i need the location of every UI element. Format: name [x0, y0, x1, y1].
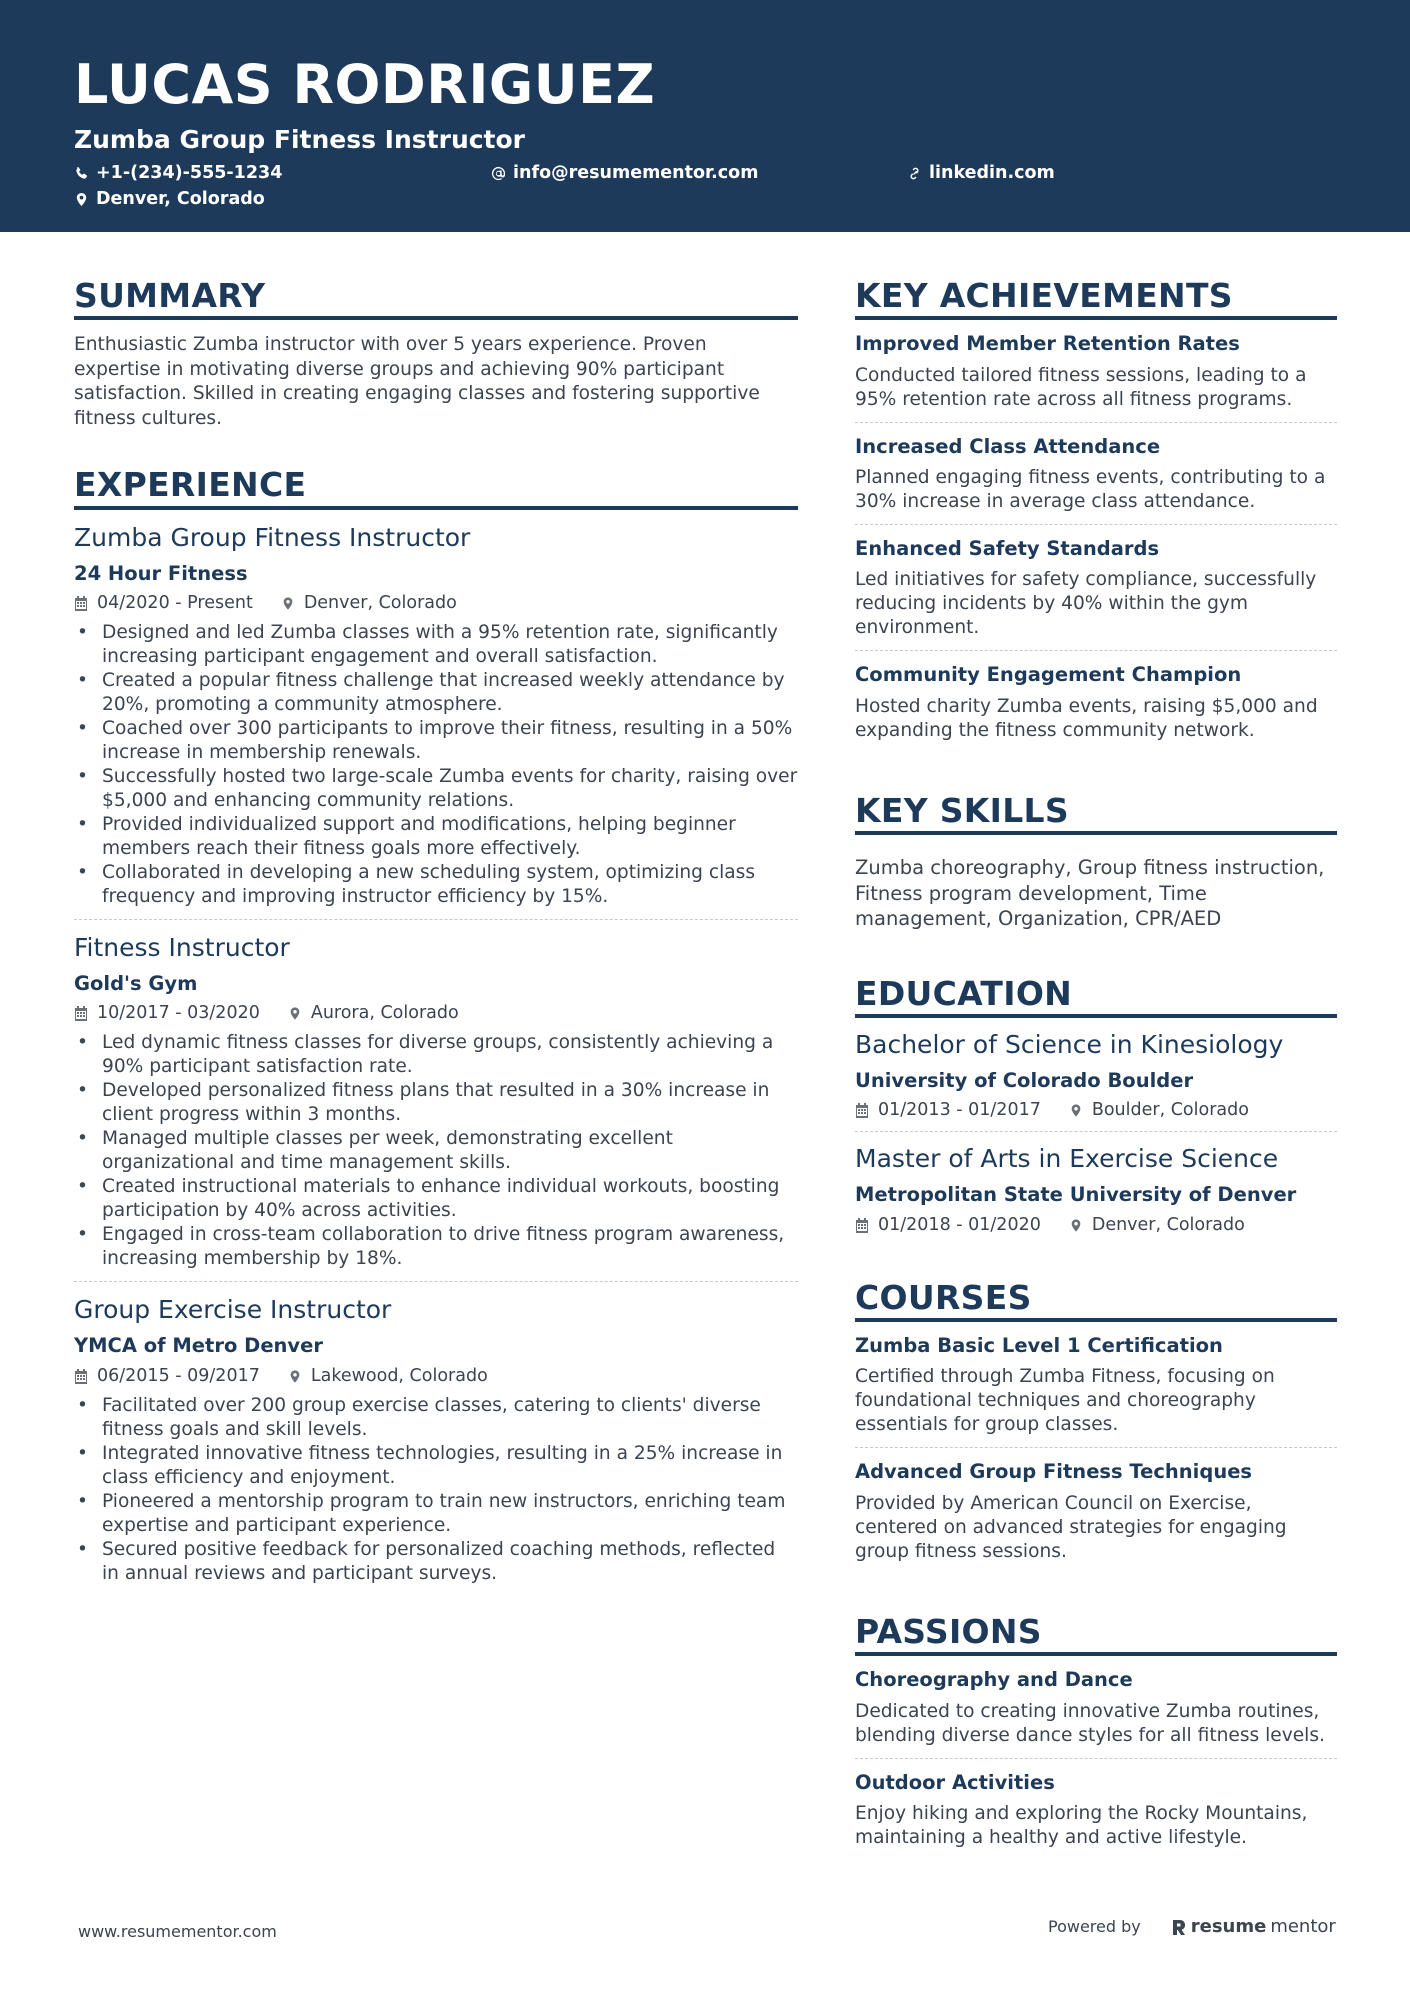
education-meta	[855, 1215, 1337, 1236]
phone-icon	[74, 166, 89, 181]
education-degree: Bachelor of Science in Kinesiology	[855, 1029, 1284, 1059]
education-meta	[855, 1100, 1337, 1121]
resumementor-logo-icon	[1171, 1918, 1187, 1936]
achievement-item	[855, 650, 1337, 752]
education-school: Metropolitan State University of Denver	[855, 1183, 1297, 1207]
achievement-desc: Planned engaging fitness events, contributing to a 30% increase in average class attendance.	[855, 467, 1326, 513]
course-title: Advanced Group Fitness Techniques	[855, 1460, 1253, 1484]
left-column	[74, 278, 798, 1614]
job-bullet: • Integrated innovative fitness technologies, resulting in a 25% increase in class efficiency and enjoyment.	[74, 1442, 798, 1490]
location-pin-icon	[1069, 1103, 1083, 1118]
achievements-section	[855, 278, 1337, 753]
course-title: Zumba Basic Level 1 Certification	[855, 1334, 1223, 1358]
job-meta	[74, 1003, 798, 1024]
education-section	[855, 973, 1337, 1246]
job-entry	[74, 510, 798, 909]
education-school: University of Colorado Boulder	[855, 1068, 1194, 1092]
job-bullet: • Engaged in cross-team collaboration to drive fitness program awareness, increasing membership by 18%.	[74, 1223, 798, 1271]
job-bullet: • Collaborated in developing a new scheduling system, optimizing class frequency and improving instructor efficiency by 15%.	[74, 861, 798, 909]
brand-bold: resume	[1190, 1916, 1267, 1937]
skills-text: Zumba choreography, Group fitness instruction, Fitness program development, Time management, Organization, CPR/AED	[855, 856, 1325, 931]
brand-light: mentor	[1270, 1916, 1336, 1937]
job-dates: 10/2017 - 03/2020	[97, 1003, 260, 1024]
calendar-icon	[74, 1006, 88, 1021]
course-item	[855, 1322, 1337, 1447]
job-bullet: • Coached over 300 participants to improve their fitness, resulting in a 50% increase in membership renewals.	[74, 717, 798, 765]
passion-desc: Enjoy hiking and exploring the Rocky Mountains, maintaining a healthy and active lifestyle.	[855, 1802, 1308, 1848]
education-location: Boulder, Colorado	[1091, 1100, 1249, 1121]
achievement-item	[855, 320, 1337, 421]
job-bullet: • Managed multiple classes per week, demonstrating excellent organizational and time management skills.	[74, 1127, 798, 1175]
location-pin-icon	[288, 1369, 302, 1384]
experience-heading: EXPERIENCE	[74, 467, 798, 509]
job-bullets	[74, 1394, 798, 1586]
job-bullet: • Pioneered a mentorship program to train new instructors, enriching team expertise and participant experience.	[74, 1490, 798, 1538]
achievement-desc: Led initiatives for safety compliance, successfully reducing incidents by 40% within the gym environment.	[855, 569, 1317, 639]
achievements-heading: KEY ACHIEVEMENTS	[855, 278, 1337, 320]
location-pin-icon	[74, 192, 89, 207]
summary-heading: SUMMARY	[74, 278, 798, 320]
achievement-item	[855, 422, 1337, 524]
job-bullets	[74, 1031, 798, 1271]
resume-header	[0, 0, 1410, 232]
education-item	[855, 1018, 1337, 1131]
job-bullet: • Developed personalized fitness plans that resulted in a 30% increase in client progress within 3 months.	[74, 1079, 798, 1127]
candidate-name: LUCAS RODRIGUEZ	[74, 53, 656, 116]
job-location: Denver, Colorado	[303, 592, 457, 613]
job-entry	[74, 919, 798, 1271]
job-bullet: • Designed and led Zumba classes with a 95% retention rate, significantly increasing participant engagement and overall satisfaction.	[74, 621, 798, 669]
job-dates: 06/2015 - 09/2017	[97, 1365, 260, 1386]
achievement-desc: Conducted tailored fitness sessions, leading to a 95% retention rate across all fitness programs.	[855, 364, 1307, 410]
education-dates: 01/2013 - 01/2017	[878, 1100, 1041, 1121]
location-text: Denver, Colorado	[96, 189, 265, 209]
job-bullet: • Created instructional materials to enhance individual workouts, boosting participation by 40% across activities.	[74, 1175, 798, 1223]
passions-section	[855, 1611, 1337, 1860]
job-dates: 04/2020 - Present	[97, 592, 253, 613]
job-title: Fitness Instructor	[74, 932, 290, 962]
job-bullets	[74, 621, 798, 909]
contact-linkedin[interactable]	[907, 165, 1055, 183]
calendar-icon	[74, 596, 88, 611]
achievement-desc: Hosted charity Zumba events, raising $5,000 and expanding the fitness community network.	[855, 695, 1318, 741]
footer-website[interactable]: www.resumementor.com	[78, 1922, 277, 1941]
achievement-title: Enhanced Safety Standards	[855, 537, 1160, 561]
footer-branding	[1048, 1916, 1336, 1937]
job-location: Lakewood, Colorado	[310, 1365, 488, 1386]
job-company: Gold's Gym	[74, 971, 198, 995]
job-bullet: • Secured positive feedback for personalized coaching methods, reflected in annual reviews and participant surveys.	[74, 1538, 798, 1586]
calendar-icon	[855, 1103, 869, 1118]
education-item	[855, 1131, 1337, 1245]
passion-title: Choreography and Dance	[855, 1668, 1133, 1692]
brand-logo[interactable]	[1171, 1916, 1336, 1937]
location-pin-icon	[1069, 1218, 1083, 1233]
course-item	[855, 1447, 1337, 1573]
right-column	[855, 278, 1337, 1888]
email-text: info@resumementor.com	[513, 163, 759, 183]
job-meta	[74, 593, 798, 614]
contact-location	[74, 191, 265, 209]
calendar-icon	[855, 1218, 869, 1233]
job-title: Zumba Group Fitness Instructor	[74, 522, 471, 552]
linkedin-text: linkedin.com	[929, 163, 1055, 183]
contact-email[interactable]	[491, 165, 758, 183]
job-bullet: • Facilitated over 200 group exercise classes, catering to clients' diverse fitness goals and skill levels.	[74, 1394, 798, 1442]
passions-heading: PASSIONS	[855, 1614, 1337, 1656]
skills-heading: KEY SKILLS	[855, 793, 1337, 835]
achievement-title: Increased Class Attendance	[855, 434, 1161, 458]
skills-section	[855, 790, 1337, 932]
job-bullet: • Successfully hosted two large-scale Zumba events for charity, raising over $5,000 and enhancing community relations.	[74, 765, 798, 813]
calendar-icon	[74, 1369, 88, 1384]
summary-section	[74, 278, 798, 431]
powered-by-label: Powered by	[1048, 1917, 1141, 1936]
achievement-item	[855, 524, 1337, 650]
candidate-title: Zumba Group Fitness Instructor	[74, 125, 526, 154]
passion-item	[855, 1656, 1337, 1757]
link-icon	[907, 166, 922, 181]
courses-section	[855, 1277, 1337, 1574]
phone-text: +1-(234)-555-1234	[96, 163, 283, 183]
job-bullet: • Created a popular fitness challenge that increased weekly attendance by 20%, promoting a community atmosphere.	[74, 669, 798, 717]
job-bullet: • Led dynamic fitness classes for diverse groups, consistently achieving a 90% participant satisfaction rate.	[74, 1031, 798, 1079]
experience-section	[74, 467, 798, 1585]
achievement-title: Improved Member Retention Rates	[855, 332, 1240, 356]
courses-heading: COURSES	[855, 1280, 1337, 1322]
job-location: Aurora, Colorado	[310, 1003, 459, 1024]
education-heading: EDUCATION	[855, 976, 1337, 1018]
passion-title: Outdoor Activities	[855, 1770, 1055, 1794]
education-degree: Master of Arts in Exercise Science	[855, 1144, 1279, 1174]
contact-phone[interactable]	[74, 165, 282, 183]
education-dates: 01/2018 - 01/2020	[878, 1214, 1041, 1235]
passion-item	[855, 1758, 1337, 1860]
job-title: Group Exercise Instructor	[74, 1295, 392, 1325]
course-desc: Provided by American Council on Exercise, centered on advanced strategies for engaging group fitness sessions.	[855, 1492, 1287, 1562]
summary-text: Enthusiastic Zumba instructor with over 5 years experience. Proven expertise in motivating diverse groups and achieving 90% participant satisfaction. Skilled in creating engaging classes and fostering supportive fitness cultures.	[74, 334, 760, 429]
passion-desc: Dedicated to creating innovative Zumba routines, blending diverse dance styles for all fitness levels.	[855, 1700, 1325, 1746]
education-location: Denver, Colorado	[1091, 1214, 1245, 1235]
location-pin-icon	[288, 1006, 302, 1021]
job-company: 24 Hour Fitness	[74, 561, 248, 585]
achievement-title: Community Engagement Champion	[855, 663, 1242, 687]
job-entry	[74, 1281, 798, 1585]
at-icon	[491, 166, 506, 181]
job-meta	[74, 1366, 798, 1387]
location-pin-icon	[281, 596, 295, 611]
job-bullet: • Provided individualized support and modifications, helping beginner members reach their fitness goals more effectively.	[74, 813, 798, 861]
course-desc: Certified through Zumba Fitness, focusing on foundational techniques and choreography essentials for group classes.	[855, 1366, 1275, 1436]
job-company: YMCA of Metro Denver	[74, 1334, 323, 1358]
